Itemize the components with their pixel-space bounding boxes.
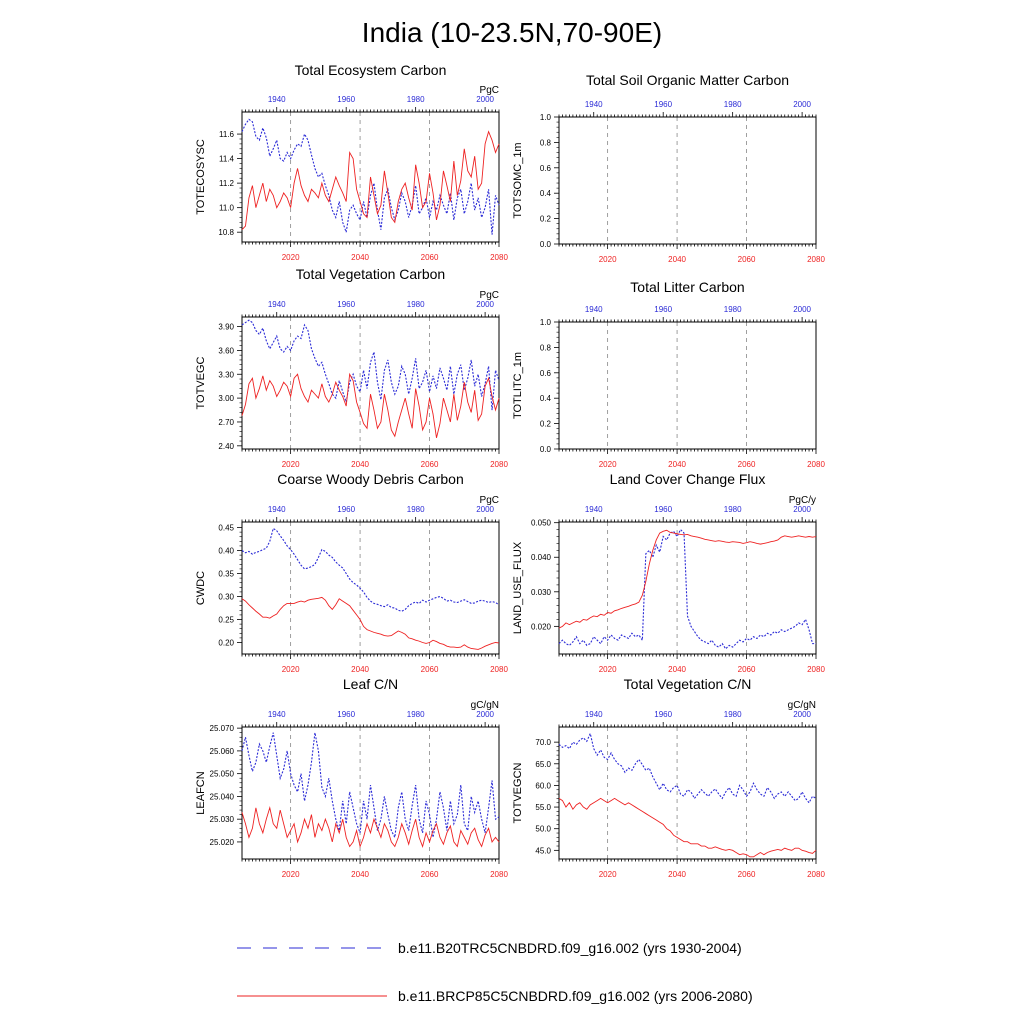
panel-title: Leaf C/N bbox=[342, 676, 399, 692]
chart-panel-totecosysc bbox=[195, 62, 508, 262]
bottom-tick-label: 2080 bbox=[807, 460, 825, 469]
series-line-future bbox=[559, 798, 816, 856]
series-line-historical bbox=[559, 733, 816, 802]
top-tick-label: 1980 bbox=[723, 100, 742, 109]
y-tick-label: 2.40 bbox=[218, 441, 234, 451]
bottom-tick-label: 2020 bbox=[598, 255, 617, 264]
chart-panel-totlitc bbox=[512, 279, 825, 469]
y-axis-label: TOTVEGC bbox=[195, 356, 207, 410]
y-tick-label: 0.25 bbox=[218, 615, 234, 625]
bottom-tick-label: 2060 bbox=[737, 870, 756, 879]
y-tick-label: 2.70 bbox=[218, 417, 234, 427]
bottom-tick-label: 2060 bbox=[420, 665, 439, 674]
y-tick-label: 11.0 bbox=[219, 203, 234, 213]
y-tick-label: 25.070 bbox=[209, 724, 234, 734]
series-line-historical bbox=[242, 528, 499, 611]
y-tick-label: 0.040 bbox=[530, 553, 551, 563]
y-tick-label: 45.0 bbox=[535, 846, 551, 856]
plot-frame bbox=[242, 727, 499, 859]
y-tick-label: 0.20 bbox=[218, 638, 234, 648]
bottom-tick-label: 2060 bbox=[420, 460, 439, 469]
top-tick-label: 1980 bbox=[723, 305, 742, 314]
y-tick-label: 0.40 bbox=[218, 546, 234, 556]
panel-title: Total Soil Organic Matter Carbon bbox=[585, 72, 790, 88]
y-tick-label: 0.050 bbox=[530, 518, 551, 528]
top-tick-label: 1960 bbox=[337, 300, 356, 309]
bottom-tick-label: 2020 bbox=[281, 665, 300, 674]
figure-title: India (10-23.5N,70-90E) bbox=[361, 17, 663, 48]
top-tick-label: 2000 bbox=[793, 710, 812, 719]
y-tick-label: 0.2 bbox=[539, 214, 551, 224]
bottom-tick-label: 2080 bbox=[807, 870, 825, 879]
top-tick-label: 2000 bbox=[793, 305, 812, 314]
bottom-tick-label: 2040 bbox=[351, 870, 369, 879]
top-tick-label: 1960 bbox=[337, 505, 356, 514]
top-tick-label: 1980 bbox=[723, 505, 742, 514]
chart-panel-leafcn bbox=[195, 676, 508, 879]
y-tick-label: 11.6 bbox=[219, 130, 234, 140]
panel-title: Total Vegetation C/N bbox=[623, 676, 752, 692]
y-axis-label: LAND_USE_FLUX bbox=[512, 541, 524, 635]
y-tick-label: 0.8 bbox=[539, 343, 551, 353]
panel-title: Total Litter Carbon bbox=[630, 279, 745, 295]
plot-frame bbox=[242, 522, 499, 654]
chart-panel-cwdc bbox=[195, 471, 508, 674]
top-tick-label: 1940 bbox=[584, 305, 603, 314]
series-line-future bbox=[242, 132, 499, 230]
y-tick-label: 0.45 bbox=[218, 523, 234, 533]
y-tick-label: 3.90 bbox=[218, 322, 234, 332]
y-tick-label: 0.0 bbox=[539, 240, 551, 249]
y-tick-label: 0.35 bbox=[218, 569, 234, 579]
y-tick-label: 65.0 bbox=[535, 759, 551, 769]
bottom-tick-label: 2020 bbox=[281, 253, 300, 262]
series-line-future bbox=[242, 597, 499, 649]
series-line-future bbox=[242, 374, 499, 438]
y-tick-label: 3.30 bbox=[218, 370, 234, 380]
bottom-tick-label: 2080 bbox=[490, 870, 508, 879]
bottom-tick-label: 2040 bbox=[668, 255, 686, 264]
top-tick-label: 2000 bbox=[476, 505, 495, 514]
y-tick-label: 0.4 bbox=[539, 394, 551, 404]
legend-label-historical: b.e11.B20TRC5CNBDRD.f09_g16.002 (yrs 1930-2004) bbox=[398, 940, 742, 956]
chart-panel-totvegcn bbox=[512, 676, 825, 879]
y-tick-label: 3.00 bbox=[218, 394, 234, 404]
y-tick-label: 11.2 bbox=[219, 179, 234, 189]
top-tick-label: 2000 bbox=[793, 505, 812, 514]
top-tick-label: 1960 bbox=[337, 95, 356, 104]
bottom-tick-label: 2040 bbox=[668, 665, 686, 674]
bottom-tick-label: 2040 bbox=[668, 460, 686, 469]
bottom-tick-label: 2020 bbox=[281, 870, 300, 879]
y-tick-label: 3.60 bbox=[218, 346, 234, 356]
bottom-tick-label: 2060 bbox=[737, 255, 756, 264]
top-tick-label: 2000 bbox=[476, 710, 495, 719]
bottom-tick-label: 2040 bbox=[351, 460, 369, 469]
top-tick-label: 2000 bbox=[793, 100, 812, 109]
y-tick-label: 70.0 bbox=[535, 738, 551, 748]
y-tick-label: 50.0 bbox=[535, 824, 551, 834]
y-tick-label: 11.4 bbox=[219, 154, 234, 164]
bottom-tick-label: 2020 bbox=[598, 460, 617, 469]
units-label: gC/gN bbox=[470, 700, 499, 711]
y-tick-label: 60.0 bbox=[535, 781, 551, 791]
units-label: PgC/y bbox=[788, 495, 816, 506]
plot-frame bbox=[559, 522, 816, 654]
top-tick-label: 1960 bbox=[654, 100, 673, 109]
bottom-tick-label: 2040 bbox=[351, 253, 369, 262]
y-tick-label: 0.2 bbox=[539, 419, 551, 429]
y-tick-label: 25.040 bbox=[209, 792, 234, 802]
y-tick-label: 25.060 bbox=[209, 746, 234, 756]
chart-panel-totsomc bbox=[512, 72, 825, 264]
bottom-tick-label: 2080 bbox=[490, 460, 508, 469]
top-tick-label: 2000 bbox=[476, 95, 495, 104]
y-tick-label: 0.6 bbox=[539, 163, 551, 173]
bottom-tick-label: 2060 bbox=[420, 870, 439, 879]
series-line-historical bbox=[559, 530, 816, 649]
top-tick-label: 1940 bbox=[267, 95, 286, 104]
top-tick-label: 1940 bbox=[584, 100, 603, 109]
top-tick-label: 1980 bbox=[723, 710, 742, 719]
top-tick-label: 1980 bbox=[406, 95, 425, 104]
top-tick-label: 1940 bbox=[584, 505, 603, 514]
y-tick-label: 0.030 bbox=[530, 587, 551, 597]
bottom-tick-label: 2020 bbox=[598, 665, 617, 674]
y-tick-label: 25.030 bbox=[209, 815, 234, 825]
bottom-tick-label: 2060 bbox=[737, 460, 756, 469]
y-tick-label: 1.0 bbox=[539, 113, 551, 122]
bottom-tick-label: 2040 bbox=[351, 665, 369, 674]
panel-title: Land Cover Change Flux bbox=[609, 471, 766, 487]
y-tick-label: 0.4 bbox=[539, 189, 551, 199]
units-label: PgC bbox=[479, 290, 499, 301]
chart-panel-land_use_flux bbox=[512, 471, 825, 674]
top-tick-label: 1980 bbox=[406, 300, 425, 309]
top-tick-label: 1940 bbox=[267, 300, 286, 309]
legend-label-future: b.e11.BRCP85C5CNBDRD.f09_g16.002 (yrs 2006-2080) bbox=[398, 988, 753, 1004]
bottom-tick-label: 2020 bbox=[281, 460, 300, 469]
units-label: PgC bbox=[479, 85, 499, 96]
plot-frame bbox=[559, 322, 816, 449]
y-axis-label: TOTSOMC_1m bbox=[512, 142, 524, 219]
y-tick-label: 0.6 bbox=[539, 368, 551, 378]
panel-title: Total Ecosystem Carbon bbox=[294, 62, 447, 78]
bottom-tick-label: 2080 bbox=[490, 253, 508, 262]
y-tick-label: 0.020 bbox=[530, 622, 551, 632]
bottom-tick-label: 2080 bbox=[807, 255, 825, 264]
units-label: gC/gN bbox=[787, 700, 816, 711]
y-tick-label: 10.8 bbox=[218, 228, 234, 238]
top-tick-label: 1960 bbox=[654, 710, 673, 719]
y-tick-label: 25.050 bbox=[209, 769, 234, 779]
bottom-tick-label: 2060 bbox=[737, 665, 756, 674]
legend bbox=[237, 940, 753, 1004]
bottom-tick-label: 2020 bbox=[598, 870, 617, 879]
bottom-tick-label: 2060 bbox=[420, 253, 439, 262]
bottom-tick-label: 2080 bbox=[490, 665, 508, 674]
top-tick-label: 1960 bbox=[654, 305, 673, 314]
plot-frame bbox=[559, 117, 816, 244]
panel-title: Coarse Woody Debris Carbon bbox=[277, 471, 464, 487]
y-axis-label: CWDC bbox=[195, 570, 207, 606]
top-tick-label: 1980 bbox=[406, 505, 425, 514]
top-tick-label: 1960 bbox=[654, 505, 673, 514]
y-axis-label: TOTLITC_1m bbox=[512, 351, 524, 420]
y-axis-label: TOTVEGCN bbox=[512, 762, 524, 824]
series-line-historical bbox=[242, 733, 499, 838]
series-line-future bbox=[242, 808, 499, 847]
bottom-tick-label: 2040 bbox=[668, 870, 686, 879]
chart-panel-totvegc bbox=[195, 266, 508, 469]
top-tick-label: 1940 bbox=[584, 710, 603, 719]
panel-title: Total Vegetation Carbon bbox=[295, 266, 446, 282]
plot-frame bbox=[242, 317, 499, 449]
top-tick-label: 1940 bbox=[267, 505, 286, 514]
y-axis-label: LEAFCN bbox=[195, 771, 207, 815]
bottom-tick-label: 2080 bbox=[807, 665, 825, 674]
y-tick-label: 55.0 bbox=[535, 803, 551, 813]
plot-frame bbox=[559, 727, 816, 859]
y-tick-label: 1.0 bbox=[539, 318, 551, 327]
top-tick-label: 2000 bbox=[476, 300, 495, 309]
top-tick-label: 1940 bbox=[267, 710, 286, 719]
y-tick-label: 0.30 bbox=[218, 592, 234, 602]
y-tick-label: 0.8 bbox=[539, 138, 551, 148]
units-label: PgC bbox=[479, 495, 499, 506]
y-tick-label: 0.0 bbox=[539, 445, 551, 454]
y-tick-label: 25.020 bbox=[209, 837, 234, 847]
y-axis-label: TOTECOSYSC bbox=[195, 139, 207, 215]
top-tick-label: 1960 bbox=[337, 710, 356, 719]
top-tick-label: 1980 bbox=[406, 710, 425, 719]
